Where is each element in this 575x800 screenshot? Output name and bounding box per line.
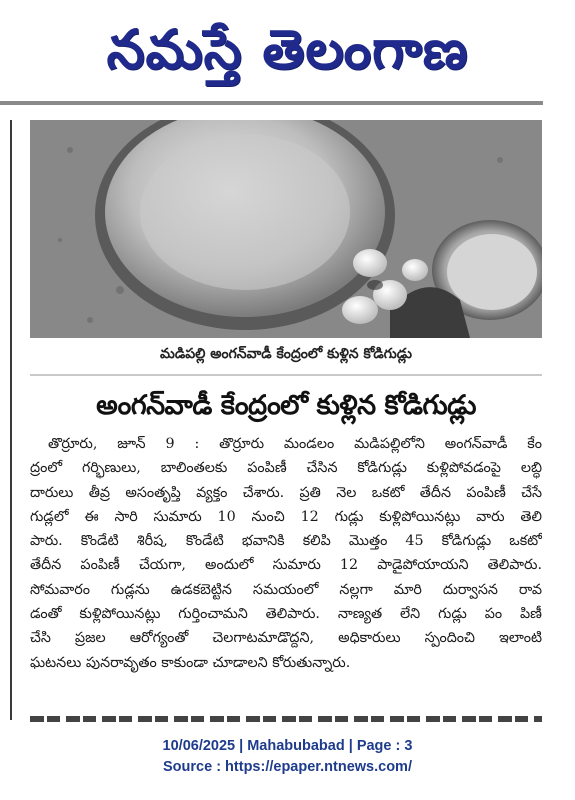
photo-caption: మడిపల్లి అంగన్‌వాడీ కేంద్రంలో కుళ్లిన కోడిగుడ్లు [160,345,412,362]
next-article-cutoff [30,716,542,722]
article-line: దారులు తీవ్ర అసంతృప్తి వ్యక్తం చేశారు. ప్రతి నెల ఒకటో తేదీన పంపిణీ చేసే [30,484,542,501]
egg-shell [342,296,378,324]
article-line: సోమవారం గుడ్లను ఉడకబెట్టిన సమయంలో నల్లగా మారి దుర్వాసన రావ [30,581,542,598]
egg-shell [402,259,428,281]
egg-shell [353,249,387,277]
article-line: తేదీన పంపిణీ చేయగా, అందులో సుమారు 12 పాడైపోయాయని తెలిపారు. [30,557,542,574]
masthead-divider [0,101,543,105]
clipping-left-border [10,120,12,720]
article-line: గుడ్లలో ఈ సారి సుమారు 10 నుంచి 12 గుడ్లు కుళ్లిపోయినట్లు వారు తెలి [30,508,542,525]
article-line: తొర్రూరు, జూన్ 9 : తొర్రూరు మండలం మడిపల్లిలోని అంగన్‌వాడీ కేం [48,436,542,452]
article-line: చేసి ప్రజల ఆరోగ్యంతో చెలగాటమాడొద్దని, అధికారులు స్పందించి ఇలాంటి [30,630,542,647]
clipping-footer [0,736,575,786]
newspaper-logo: నమస్తే తెలంగాణ [106,18,469,81]
news-photo [30,120,542,338]
edition-info: 10/06/2025 | Mahabubabad | Page : 3 [162,738,413,754]
article-headline: అంగన్‌వాడీ కేంద్రంలో కుళ్లిన కోడిగుడ్లు [96,390,476,421]
masthead [0,0,575,100]
article-line: డంతో కుళ్లిపోయినట్లు గుర్తించామని తెలిపారు. నాణ్యత లేని గుడ్లు పం పిణీ [30,606,542,623]
caption-divider [30,374,542,376]
article-line: ద్రంలో గర్భిణులు, బాలింతలకు పంపిణీ చేసిన కోడిగుడ్లు కుళ్లిపోవడంపై లబ్ధి [30,460,542,477]
article-line: పారు. కొండేటి శిరీష, కొండేటి భవానికి కలిపి మొత్తం 45 కోడిగుడ్లు ఒకటో [30,533,542,550]
photo-eggs-plate [30,120,542,338]
source-link[interactable]: Source : https://epaper.ntnews.com/ [163,759,412,775]
article-body [30,432,542,718]
article-line: ఘటనలు పునరావృతం కాకుండా చూడాలని కోరుతున్నారు. [30,654,351,671]
